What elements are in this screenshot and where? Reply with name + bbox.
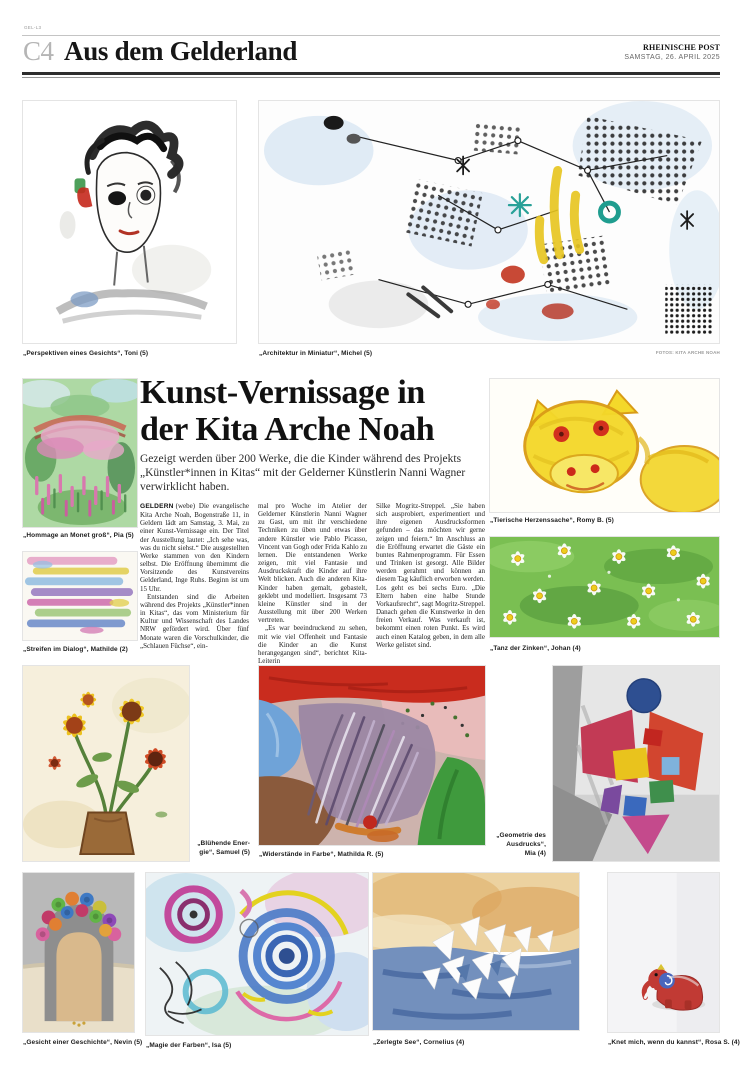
caption-perspektiven: „Perspektiven eines Gesichts“, Toni (5) <box>23 350 149 357</box>
section-code: C4 <box>23 36 54 66</box>
caption-geometrie-line1: „Geometrie des <box>496 832 546 839</box>
masthead-block <box>624 43 720 61</box>
artwork-geometrie-image <box>552 665 720 862</box>
artwork-architektur-image <box>258 100 720 344</box>
plasticine-elephant-figure <box>608 873 719 1032</box>
artwork-tanz-image <box>489 536 720 638</box>
page-title: Aus dem Gelderland <box>64 36 298 66</box>
caption-bluehende-line2: gie“, Samuel (5) <box>199 849 250 856</box>
artwork-zerlegte-image <box>372 872 580 1031</box>
caption-architektur: „Architektur in Miniatur“, Michel (5) <box>259 350 373 357</box>
article-column-1 <box>140 502 249 652</box>
article-paragraph <box>140 502 249 593</box>
caption-geometrie-line3: Mia (4) <box>524 850 546 857</box>
artwork-perspektiven-image <box>22 100 237 344</box>
article-paragraph: Entstanden sind die Arbeiten während des Projekts „Künstler*innen in Kitas“, das vom Ministerium für Kultur und Wissenschaft des Landes NRW gefördert wird. Über fünf Monate waren die Vorschulkinder, die „Schlauen Füchse“, ein- <box>140 592 249 650</box>
caption-geometrie-line2: Ausdrucks“, <box>506 841 546 848</box>
daisies-on-green-painting <box>490 537 719 637</box>
header-rule-dark <box>22 72 720 75</box>
article-paragraph: „Es war beeindruckend zu sehen, mit wie viel Offenheit und Fantasie die Kinder an die Kunst herangegangen sind“, berichtet Kita-Leiterin <box>258 624 367 665</box>
article-headline <box>140 374 490 448</box>
caption-zerlegte: „Zerlegte See“, Cornelius (4) <box>373 1039 465 1046</box>
caption-streifen: „Streifen im Dialog“, Mathilde (2) <box>23 646 128 653</box>
article-text: (webe) Die evangelische Kita Arche Noah, Bogenstraße 11, in Geldern lädt am Samstag, 3. Mai, zu einer Kunst-Vernissage ein. Der Titel der Ausstellung lautet: „Ich sehe was, was du nicht siehst.“ Die ausgestellten Werke stammen von den Kindern selbst. Die Eröffnung übernimmt die Vorsitzende des Kunstvereins Gelderland, Inge Ruhs. Beginn ist um 15 Uhr. <box>140 502 249 593</box>
artwork-widerstaende-image <box>258 665 486 846</box>
article-paragraph: mal pro Woche im Atelier der Gelderner Künstlerin Nanni Wagner zu Gast, um mit ihr verschiedene Techniken zu üben und etwas über andere Künstler wie Pablo Picasso, Vincent van Gogh oder Frida Kahlo zu lernen. Die entstandenen Werke zeigen, mit viel Fantasie und Ausdruckskraft die Kinder auf ihre Welt blicken. Auch die anderen Kita-Kinder haben gemalt, gebastelt, geklebt und modelliert. Insgesamt 73 kleine Künstler sind in der Ausstellung mit über 200 Werken vertreten. <box>258 502 367 625</box>
face-sketch-drawing <box>23 101 236 343</box>
artwork-knet-image <box>607 872 720 1033</box>
caption-magie: „Magie der Farben“, Isa (5) <box>146 1042 232 1049</box>
monet-garden-painting <box>23 379 137 527</box>
article-column-3 <box>376 502 485 652</box>
headline-line-1: Kunst-Vernissage in <box>140 374 425 411</box>
caption-tierische: „Tierische Herzenssache“, Romy B. (5) <box>490 517 614 524</box>
artwork-magie-image <box>145 872 369 1036</box>
sunflowers-painting <box>23 666 189 861</box>
article-subhead: Gezeigt werden über 200 Werke, die die Kinder während des Projekts „Künstler*innen in Kitas“ mit der Gelderner Künstlerin Nanni Wagner verwirklicht haben. <box>140 453 466 493</box>
artwork-gesicht-image <box>22 872 135 1033</box>
dateline: GELDERN <box>140 503 174 510</box>
caption-gesicht: „Gesicht einer Geschichte“, Nevin (5) <box>23 1039 143 1046</box>
caption-geometrie <box>468 831 546 858</box>
artwork-bluehende-image <box>22 665 190 862</box>
masthead: RHEINISCHE POST <box>642 43 720 52</box>
caption-bluehende-line1: „Blühende Ener- <box>197 840 250 847</box>
caption-knet: „Knet mich, wenn du kannst“, Rosa S. (4) <box>608 1039 740 1046</box>
photo-credit: FOTOS: KITA ARCHE NOAH <box>655 350 720 355</box>
article-body <box>140 502 485 665</box>
caption-bluehende <box>192 839 250 857</box>
architecture-collage-drawing <box>259 101 719 343</box>
stripes-painting <box>23 552 137 640</box>
caption-tanz: „Tanz der Zinken“, Johan (4) <box>490 645 581 652</box>
color-swirls-drawing <box>146 873 368 1035</box>
artwork-streifen-image <box>22 551 138 641</box>
caption-hommage: „Hommage an Monet groß“, Pia (5) <box>23 532 134 539</box>
artwork-tierische-image <box>489 378 720 513</box>
article-column-2 <box>258 502 367 665</box>
geometric-collage-figure <box>553 666 719 861</box>
torn-paper-sea-collage <box>373 873 579 1030</box>
issue-date: SAMSTAG, 26. APRIL 2025 <box>624 54 720 61</box>
article-paragraph: Silke Mogritz-Streppel. „Sie haben sich ausprobiert, experimentiert und ihre eigenen Ausdrucksformen gefunden – das möchten wir gerne zeigen und feiern.“ Im Anschluss an die Eröffnung erwartet die Gäste ein buntes Rahmenprogramm. Für Essen und Trinken ist gesorgt. Alle Bilder werden gerahmt und können an diesem Tag käuflich erworben werden. Los geht es bei sechs Euro. „Die Eltern haben eine halbe Stunde Vorkaufsrecht“, sagt Mogritz-Streppel. Danach gehen die Kunstwerke in den freien Verkauf. Was verkauft ist, bekommt einen roten Punkt. Es wird auch einen Katalog geben, in dem alle Werke gelistet sind. <box>376 502 485 649</box>
pompom-face-collage <box>23 873 134 1032</box>
abstract-red-purple-painting <box>259 666 485 845</box>
yellow-animal-drawing <box>490 379 719 512</box>
header-rule-grey <box>22 77 720 78</box>
caption-widerstaende: „Widerstände in Farbe“, Mathilda R. (5) <box>259 851 384 858</box>
artwork-hommage-image <box>22 378 138 528</box>
edition-code: GEL-L3 <box>24 25 42 30</box>
headline-line-2: der Kita Arche Noah <box>140 411 435 448</box>
